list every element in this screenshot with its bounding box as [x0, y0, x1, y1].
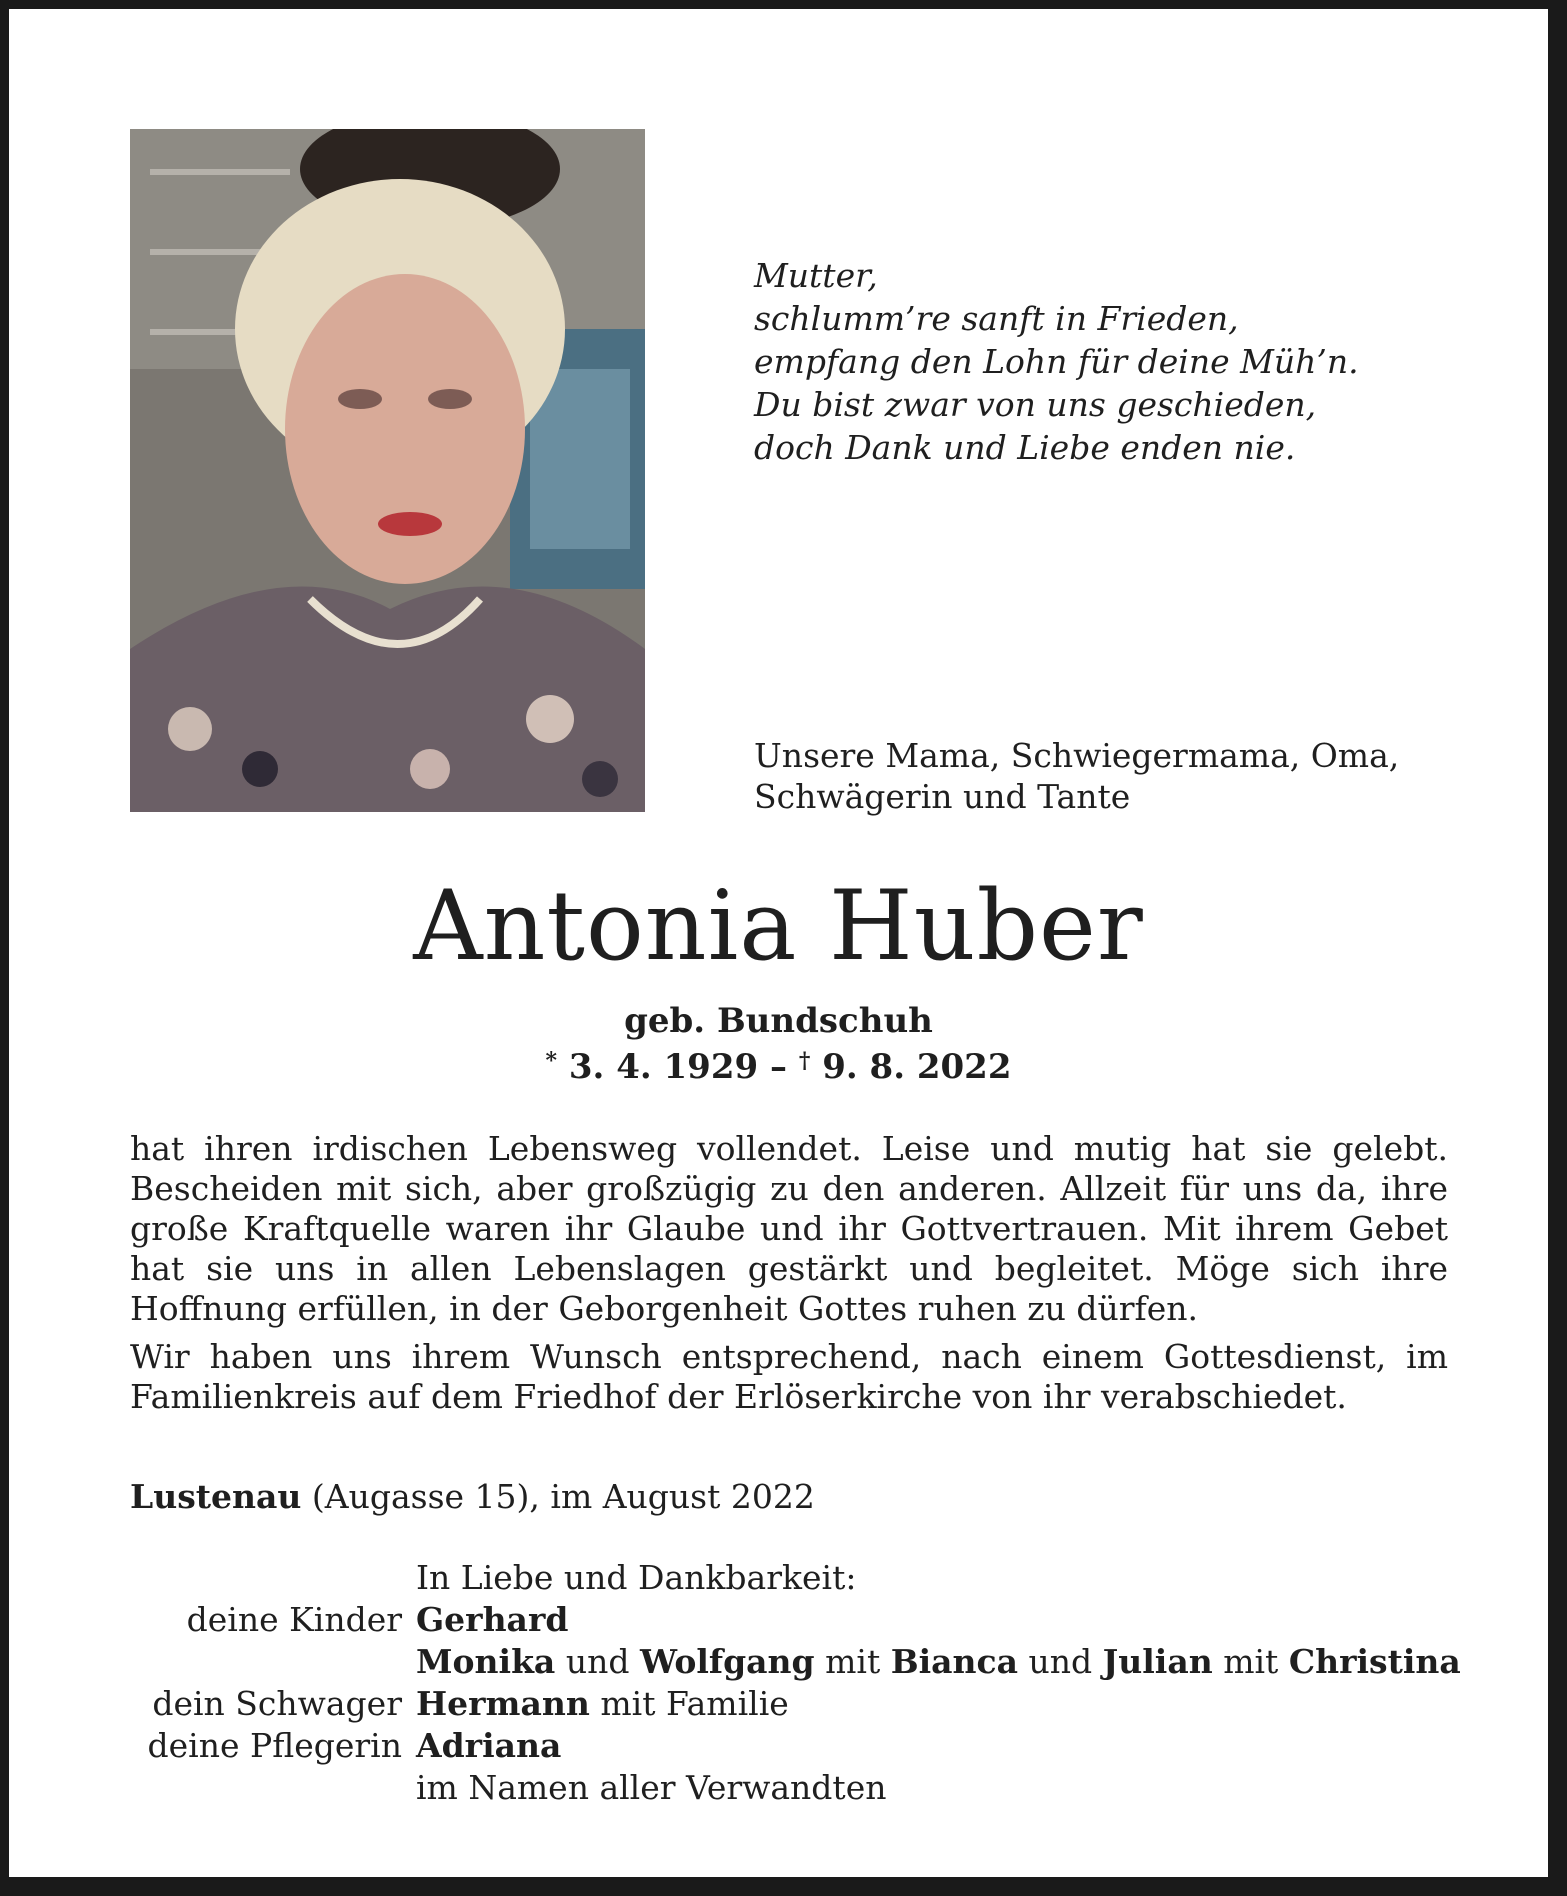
birth-date: 3. 4. 1929 [568, 1047, 759, 1087]
poem-line: Mutter, [754, 256, 878, 295]
mourner-name: Wolfgang [639, 1642, 815, 1681]
portrait-image [130, 129, 645, 812]
date-separator: – [758, 1047, 799, 1087]
mourner-name: Bianca [890, 1642, 1018, 1681]
death-symbol: † [798, 1048, 811, 1074]
life-dates [9, 1041, 1548, 1087]
mourner-name: Adriana [416, 1726, 562, 1765]
birth-symbol: * [545, 1048, 558, 1074]
signoff-row: dein Schwager Hermann mit Familie [130, 1683, 1490, 1725]
role-children: deine Kinder [186, 1600, 402, 1639]
obituary-page [9, 9, 1548, 1877]
place-and-date [130, 1477, 815, 1517]
deceased-name: Antonia Huber [413, 870, 1144, 982]
relationship-intro [754, 735, 1474, 817]
mourner-name: Julian [1102, 1642, 1213, 1681]
signoff-row [130, 1767, 1490, 1809]
town: Lustenau [130, 1477, 302, 1516]
poem-line: Du bist zwar von uns geschieden, [754, 385, 1317, 424]
signoff-row [130, 1599, 1490, 1641]
poem-line: doch Dank und Liebe enden nie. [754, 428, 1296, 467]
signoff-row [130, 1557, 1490, 1599]
poem-line: schlumm’re sanft in Frieden, [754, 299, 1239, 338]
intro-line: Schwägerin und Tante [754, 777, 1131, 816]
signoff-opening: In Liebe und Dankbarkeit: [416, 1558, 857, 1597]
role-brother-in-law: dein Schwager [152, 1684, 402, 1723]
mourner-name: Gerhard [416, 1600, 569, 1639]
death-date: 9. 8. 2022 [822, 1047, 1012, 1087]
poem [754, 254, 1454, 469]
address-date: (Augasse 15), im August 2022 [311, 1477, 815, 1516]
mourner-line: Monika und Wolfgang mit Bianca und Julian mit Christina [416, 1642, 1461, 1681]
poem-line: empfang den Lohn für deine Müh’n. [754, 342, 1359, 381]
mourner-name: Hermann [416, 1684, 590, 1723]
body-paragraph: Wir haben uns ihrem Wunsch entsprechend, nach einem Gottesdienst, im Familienkreis auf dem Friedhof der Erlöserkirche von ihr verabschiedet. [130, 1337, 1448, 1416]
obituary-text [130, 1129, 1448, 1425]
signoff-row [130, 1641, 1490, 1683]
birth-name: geb. Bundschuh [624, 1001, 933, 1041]
signoff-row [130, 1725, 1490, 1767]
signoff-closing: im Namen aller Verwandten [416, 1768, 887, 1807]
signoff [130, 1557, 1490, 1809]
intro-line: Unsere Mama, Schwiegermama, Oma, [754, 736, 1400, 775]
mourner-name: Monika [416, 1642, 556, 1681]
role-carer: deine Pflegerin [147, 1726, 402, 1765]
body-paragraph: hat ihren irdischen Lebensweg vollendet. Leise und mutig hat sie gelebt. Bescheiden mit sich, aber großzügig zu den anderen. Allzeit für uns da, ihre große Kraftquelle waren ihr Glaube und ihr Gottvertrauen. Mit ihrem Gebet hat sie uns in allen Lebenslagen gestärkt und begleitet. Möge sich ihre Hoffnung erfüllen, in der Geborgenheit Gottes ruhen zu dürfen. [130, 1129, 1448, 1328]
mourner-name: Christina [1288, 1642, 1461, 1681]
portrait-photo [130, 129, 645, 812]
